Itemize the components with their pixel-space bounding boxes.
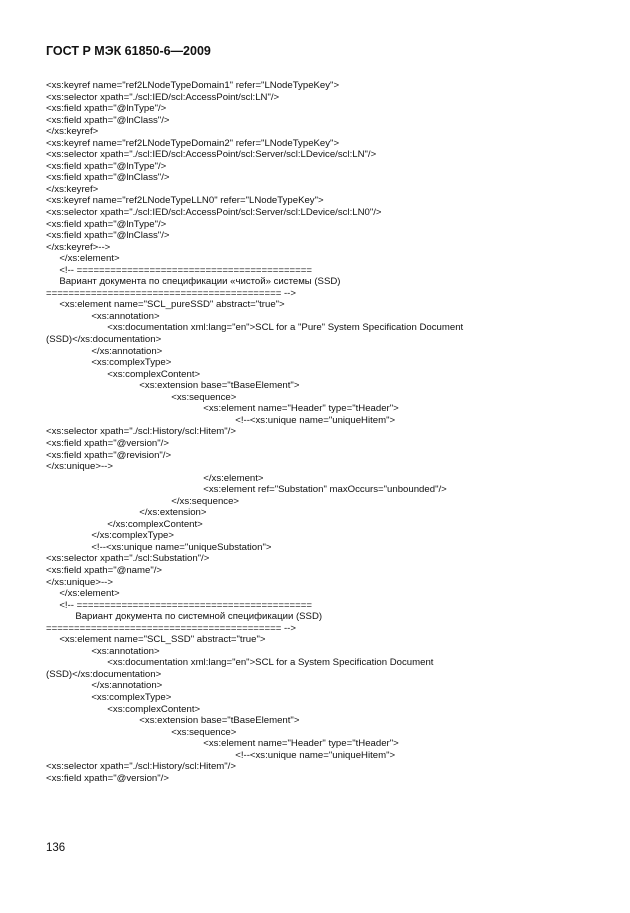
code-line: </xs:keyref>--> [46,241,111,253]
code-line: <xs:selector xpath="./scl:IED/scl:AccessPoint/scl:Server/scl:LDevice/scl:LN"/> [46,149,377,161]
code-line: <!--<xs:unique name="uniqueSubstation"> [46,541,272,553]
code-line: ========================================== --> [46,287,296,299]
code-line: <!-- ========================================== [46,599,312,611]
code-line: Вариант документа по спецификации «чистой» системы (SSD) [46,276,341,288]
code-line: </xs:extension> [46,507,207,519]
code-line: <xs:field xpath="@name"/> [46,564,163,576]
code-line: ========================================== --> [46,622,296,634]
code-line: </xs:keyref> [46,126,99,138]
code-line: </xs:annotation> [46,345,163,357]
code-line: <xs:complexContent> [46,368,201,380]
code-line: <xs:annotation> [46,645,160,657]
code-listing [46,80,606,784]
code-line: </xs:element> [46,253,120,265]
code-line: <xs:documentation xml:lang="en">SCL for a System Specification Document [46,657,434,669]
code-line: <!--<xs:unique name="uniqueHitem"> [46,414,396,426]
code-line: </xs:unique>--> [46,576,113,588]
code-line: <xs:field xpath="@lnType"/> [46,103,167,115]
code-line: <xs:keyref name="ref2LNodeTypeDomain2" refer="LNodeTypeKey"> [46,137,340,149]
code-line: <xs:complexType> [46,357,172,369]
code-line: </xs:complexType> [46,530,174,542]
page-number: 136 [46,842,66,854]
code-line: <xs:selector xpath="./scl:History/scl:Hitem"/> [46,761,236,773]
code-line: </xs:complexContent> [46,518,203,530]
code-line: </xs:element> [46,472,264,484]
code-line: <xs:field xpath="@lnType"/> [46,218,167,230]
code-line: <xs:keyref name="ref2LNodeTypeDomain1" refer="LNodeTypeKey"> [46,80,340,91]
code-line: <!-- ========================================== [46,264,312,276]
code-line: </xs:sequence> [46,495,240,507]
code-line: <xs:sequence> [46,391,237,403]
code-line: (SSD)</xs:documentation> [46,334,162,346]
code-line: <xs:selector xpath="./scl:Substation"/> [46,553,210,565]
code-line: <xs:field xpath="@version"/> [46,437,169,449]
page-header-title: ГОСТ Р МЭК 61850-6—2009 [46,44,211,58]
code-line: <xs:selector xpath="./scl:IED/scl:AccessPoint/scl:Server/scl:LDevice/scl:LN0"/> [46,207,382,219]
code-line: <xs:complexContent> [46,703,201,715]
code-line: <xs:extension base="tBaseElement"> [46,380,300,392]
code-line: </xs:unique>--> [46,461,113,473]
code-line: <xs:documentation xml:lang="en">SCL for a "Pure" System Specification Document [46,322,464,334]
code-line: <xs:complexType> [46,691,172,703]
code-line: <xs:field xpath="@lnClass"/> [46,230,170,242]
code-line: <xs:annotation> [46,310,160,322]
code-line: <xs:element name="SCL_pureSSD" abstract="true"> [46,299,285,311]
code-line: <xs:extension base="tBaseElement"> [46,715,300,727]
code-line: <xs:field xpath="@lnClass"/> [46,172,170,184]
code-line: <xs:field xpath="@version"/> [46,772,169,784]
code-line: </xs:element> [46,588,120,600]
code-line: <xs:selector xpath="./scl:History/scl:Hitem"/> [46,426,236,438]
code-line: <xs:keyref name="ref2LNodeTypeLLN0" refer="LNodeTypeKey"> [46,195,324,207]
code-line: <xs:element ref="Substation" maxOccurs="unbounded"/> [46,484,447,496]
code-line: (SSD)</xs:documentation> [46,668,162,680]
code-line: <xs:element name="SCL_SSD" abstract="true"> [46,634,266,646]
code-line: <xs:selector xpath="./scl:IED/scl:AccessPoint/scl:LN"/> [46,91,280,103]
code-line: <xs:element name="Header" type="tHeader"> [46,738,399,750]
code-line: </xs:annotation> [46,680,163,692]
code-line: <!--<xs:unique name="uniqueHitem"> [46,749,396,761]
code-line: <xs:field xpath="@lnType"/> [46,160,167,172]
code-line: <xs:field xpath="@lnClass"/> [46,114,170,126]
code-line: </xs:keyref> [46,183,99,195]
code-line: <xs:sequence> [46,726,237,738]
code-line: Вариант документа по системной спецификации (SSD) [46,611,323,623]
code-line: <xs:field xpath="@revision"/> [46,449,172,461]
code-line: <xs:element name="Header" type="tHeader"> [46,403,399,415]
